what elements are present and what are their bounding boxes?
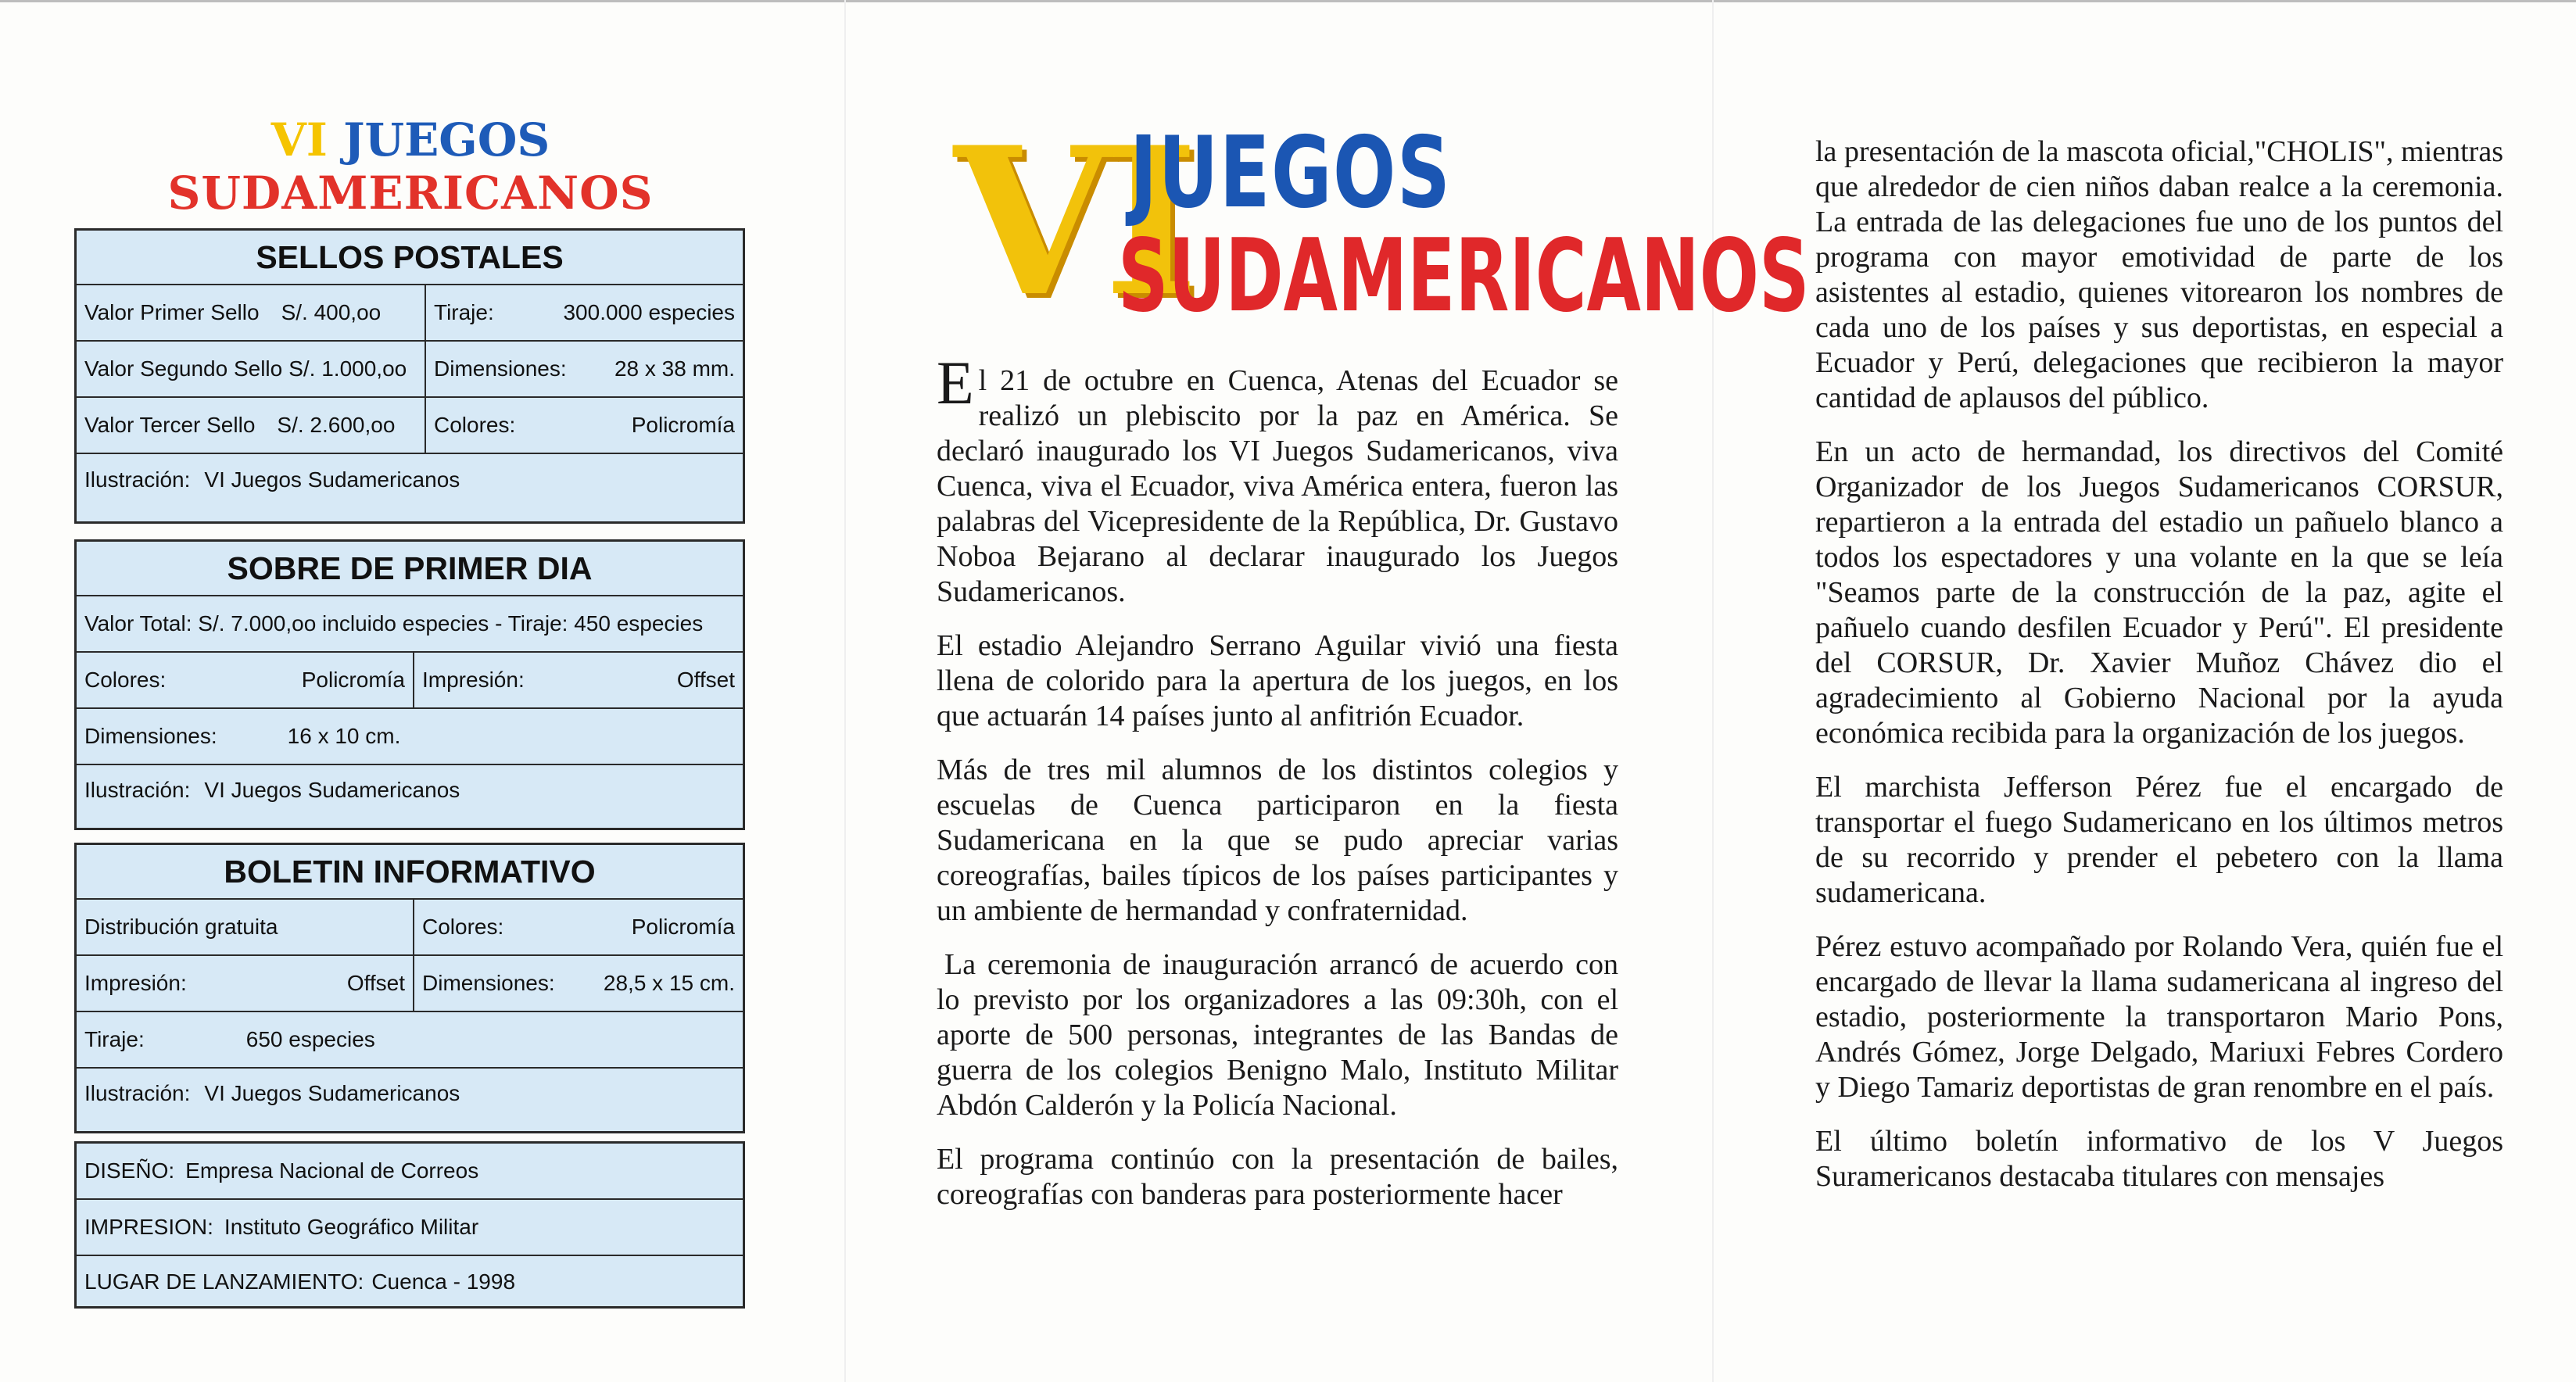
right-article [1815,134,2503,1213]
sobre-primer-dia-table [74,539,745,830]
value: S/. 1.000,oo [288,356,407,381]
label: Valor Tercer Sello [84,413,256,437]
table-row [77,454,743,506]
value: Offset [676,668,735,692]
paragraph: La ceremonia de inauguración arrancó de acuerdo con lo previsto por los organizadores a las 09:30h, con el aporte de 500 personas, integrantes de las Bandas de guerra de los colegios Benigno Malo, Instituto Militar Abdón Calderón y la Policía Nacional. [937,948,1618,1122]
table-row [77,653,743,709]
paragraph: El estadio Alejandro Serrano Aguilar vivió una fiesta llena de colorido para la apertura de los juegos, en los que actuarán 14 países junto al anfitrión Ecuador. [937,629,1618,732]
logo-roman-vi: VI [954,103,1191,342]
sellos-postales-table [74,228,745,524]
value: Policromía [631,915,735,939]
logo-juegos: JUEGOS [1130,115,1452,230]
label: Valor Primer Sello [84,300,260,324]
paragraph-text: l 21 de octubre en Cuenca, Atenas del Ecuador se realizó un plebiscito por la paz en América. Se declaró inaugurado los VI Juegos Sudamericanos, viva Cuenca, viva el Ecuador, viva América entera, fueron las palabras del Vicepresidente de la República, Dr. Gustavo Noboa Bejarano al declarar inaugurado los Juegos Sudamericanos. [937,364,1618,608]
table-row [77,765,743,815]
label: Dimensiones: [434,356,567,381]
paragraph: El programa continúo con la presentación de bailes, coreografías con banderas para posteriormente hacer [937,1143,1618,1211]
left-title-roman: VI [270,113,328,166]
cell [425,342,743,396]
credits-table [74,1141,745,1309]
value: Empresa Nacional de Correos [185,1158,479,1183]
sellos-heading: SELLOS POSTALES [77,231,743,285]
fold-line-left [844,0,846,1382]
value: 16 x 10 cm. [287,724,401,748]
cell [77,342,425,396]
table-row [77,285,743,342]
label: Dimensiones: [84,724,217,748]
cell [77,1012,743,1067]
label: Colores: [84,668,167,692]
cell [77,454,743,506]
value: S/. 400,oo [281,300,382,324]
value: 28,5 x 15 cm. [603,971,735,995]
table-row [77,1256,743,1308]
cell [77,709,743,764]
label: Tiraje: [434,300,494,324]
label: Dimensiones: [422,971,555,995]
value: 300.000 especies [563,300,735,324]
value: Policromía [301,668,405,692]
table-row [77,956,743,1012]
value: Instituto Geográfico Militar [224,1215,479,1239]
table-row [77,900,743,956]
cell [425,398,743,453]
label: Valor Segundo Sello [84,356,283,381]
value: S/. 2.600,oo [277,413,396,437]
cell [77,398,425,453]
value: 28 x 38 mm. [614,356,735,381]
logo-sudamericanos: SUDAMERICANOS [1118,218,1810,335]
boletin-informativo-table [74,843,745,1133]
label: Ilustración: [84,1081,191,1105]
value: 650 especies [245,1027,375,1051]
cell [77,1256,743,1308]
table-row [77,1069,743,1119]
label: Ilustración: [84,467,191,492]
label: Colores: [434,413,516,437]
paragraph: Pérez estuvo acompañado por Rolando Vera, quién fue el encargado de llevar la llama sudamericana al ingreso del estadio, posteriormente la transportaron Mario Pons, Andrés Gómez, Jorge Delgado, Mariuxi Febres Cordero y Diego Tamariz deportistas de gran renombre en el país. [1815,930,2503,1104]
paragraph: El último boletín informativo de los V Juegos Suramericanos destacaba titulares con mensajes [1815,1125,2503,1193]
label: IMPRESION: [84,1215,213,1239]
label: Tiraje: [84,1027,145,1051]
cell [77,765,743,815]
cell [413,653,743,707]
sobre-heading: SOBRE DE PRIMER DIA [77,542,743,596]
label: DISEÑO: [84,1158,175,1183]
fold-line-right [1712,0,1714,1382]
label: Ilustración: [84,778,191,802]
label: Impresión: [422,668,525,692]
table-row [77,342,743,398]
table-row [77,398,743,454]
value: Offset [346,971,405,995]
cell [77,653,413,707]
value: VI Juegos Sudamericanos [204,467,460,492]
drop-cap: E [937,349,974,417]
cell [413,956,743,1011]
label: Impresión: [84,971,187,995]
value: Cuenca - 1998 [371,1269,516,1294]
label: LUGAR DE LANZAMIENTO: [84,1269,364,1294]
table-row [77,1144,743,1200]
cell: Distribución gratuita [84,915,278,939]
table-row [77,1200,743,1256]
cell [77,956,413,1011]
paragraph: Más de tres mil alumnos de los distintos colegios y escuelas de Cuenca participaron en la fiesta Sudamericana en la que se pudo apreciar varias coreografías, bailes típicos de los países participantes y un ambiente de hermandad y confraternidad. [937,754,1618,927]
cell [77,1200,743,1255]
middle-article [937,349,1618,1231]
cell [77,1069,743,1119]
left-title-juegos: JUEGOS [343,113,550,166]
cell [77,285,425,340]
paragraph: la presentación de la mascota oficial,"CHOLIS", mientras que alrededor de cien niños daban realce a la ceremonia. La entrada de las delegaciones fue uno de los puntos del programa con mayor emotividad de parte de los asistentes al estadio, quienes vitorearon los nombres de cada uno de los países y sus deportistas, en especial a Ecuador y Perú, delegaciones que recibieron la mayor cantidad de aplausos del público. [1815,135,2503,414]
cell [425,285,743,340]
left-title-line1 [74,113,747,166]
cell: Valor Total: S/. 7.000,oo incluido especies - Tiraje: 450 especies [84,611,704,636]
table-row [77,596,743,653]
paragraph: En un acto de hermandad, los directivos del Comité Organizador de los Juegos Sudamericanos CORSUR, repartieron a la entrada del estadio un pañuelo blanco a todos los espectadores y una volante en la que se leía "Seamos parte de la construcción de la paz, agite el pañuelo cuando desfilen Ecuador y Perú". El presidente del CORSUR, Dr. Xavier Muñoz Chávez dio el agradecimiento al Gobierno Nacional por la ayuda económica recibida para la organización de los juegos. [1815,435,2503,750]
table-row [77,1012,743,1069]
table-row [77,709,743,765]
value: VI Juegos Sudamericanos [204,1081,460,1105]
cell [413,900,743,954]
left-title-line2: SUDAMERICANOS [167,166,654,220]
cell [77,1144,743,1198]
value: VI Juegos Sudamericanos [204,778,460,802]
paragraph [937,349,1618,610]
paragraph: El marchista Jefferson Pérez fue el encargado de transportar el fuego Sudamericano en los últimos metros de su recorrido y prender el pebetero con la llama sudamericana. [1815,771,2503,909]
boletin-heading: BOLETIN INFORMATIVO [77,845,743,900]
label: Colores: [422,915,504,939]
top-edge-line [0,0,2576,2]
value: Policromía [631,413,735,437]
